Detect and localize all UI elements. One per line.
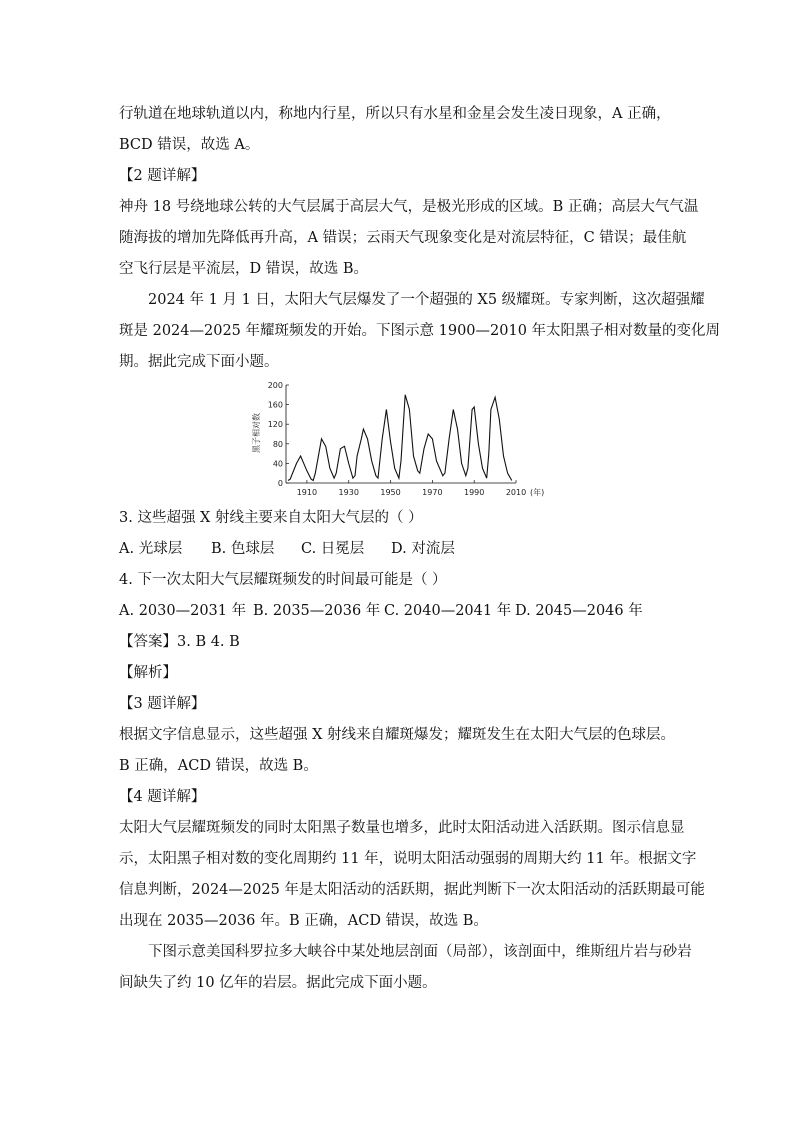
paragraph-line: 下图示意美国科罗拉多大峡谷中某处地层剖面（局部），该剖面中，维斯纽片岩与砂岩 [148, 944, 692, 960]
answer-line: 【答案】3. B 4. B [119, 634, 240, 650]
paragraph-line: 信息判断，2024—2025 年是太阳活动的活跃期，据此判断下一次太阳活动的活跃期最可能 [119, 882, 705, 898]
paragraph-line: 斑是 2024—2025 年耀斑频发的开始。下图示意 1900—2010 年太阳黑子相对数量的变化周 [119, 323, 721, 339]
question-4-stem: 4. 下一次太阳大气层耀斑频发的时间最可能是（ ） [119, 572, 447, 588]
q4-option-c: C. 2040—2041 年 [384, 603, 512, 619]
x-tick-label: 1990 [464, 488, 485, 497]
paragraph-line: 期。据此完成下面小题。 [119, 354, 279, 370]
paragraph-line: 间缺失了约 10 亿年的岩层。据此完成下面小题。 [119, 975, 437, 991]
y-tick-label: 200 [267, 381, 283, 390]
detail-4-heading: 【4 题详解】 [119, 789, 206, 805]
paragraph-line: 随海拔的增加先降低再升高，A 错误；云雨天气现象变化是对流层特征，C 错误；最佳航 [119, 230, 687, 246]
question-3-stem: 3. 这些超强 X 射线主要来自太阳大气层的（ ） [119, 510, 423, 526]
y-tick-label: 120 [267, 420, 283, 430]
y-tick-label: 80 [272, 439, 283, 449]
q4-option-d: D. 2045—2046 年 [515, 603, 643, 619]
detail-3-heading: 【3 题详解】 [119, 696, 206, 712]
paragraph-line: 出现在 2035—2036 年。B 正确，ACD 错误，故选 B。 [119, 913, 488, 929]
paragraph-line: 神舟 18 号绕地球公转的大气层属于高层大气，是极光形成的区域。B 正确；高层大气气温 [119, 199, 699, 215]
sunspot-series-line [288, 395, 512, 481]
x-tick-label: 1950 [380, 488, 401, 497]
chart-axes [286, 385, 516, 483]
y-tick-label: 160 [267, 400, 283, 410]
y-axis-label: 黑子相对数 [252, 413, 261, 453]
paragraph-line: B 正确，ACD 错误，故选 B。 [119, 758, 318, 774]
chart-ticks [268, 381, 526, 497]
q4-option-b: B. 2035—2036 年 [253, 603, 381, 619]
y-tick-label: 40 [272, 459, 283, 469]
analysis-heading: 【解析】 [119, 665, 177, 681]
x-tick-label: 2010 [505, 488, 527, 497]
paragraph-line: 根据文字信息显示，这些超强 X 射线来自耀斑爆发；耀斑发生在太阳大气层的色球层。 [119, 727, 676, 743]
q3-option-b: B. 色球层 [211, 541, 275, 557]
q3-option-d: D. 对流层 [391, 541, 455, 557]
x-tick-label: 1970 [422, 488, 443, 497]
question-3-options [119, 539, 455, 559]
q3-option-c: C. 日冕层 [301, 541, 365, 557]
paragraph-line: 2024 年 1 月 1 日，太阳大气层爆发了一个超强的 X5 级耀斑。专家判断，这次超强耀 [148, 292, 705, 308]
section-heading: 【2 题详解】 [119, 168, 206, 184]
q3-option-a: A. 光球层 [119, 541, 183, 557]
y-tick-label: 0 [277, 479, 283, 488]
paragraph-line: 空飞行层是平流层，D 错误，故选 B。 [119, 261, 368, 277]
q4-option-a: A. 2030—2031 年 [119, 603, 247, 619]
x-tick-label: 1910 [296, 488, 318, 497]
paragraph-line: 太阳大气层耀斑频发的同时太阳黑子数量也增多，此时太阳活动进入活跃期。图示信息显 [119, 820, 685, 836]
x-axis-unit: (年) [530, 488, 545, 497]
sunspot-chart [250, 378, 550, 502]
paragraph-line: 行轨道在地球轨道以内，称地内行星，所以只有水星和金星会发生凌日现象，A 正确， [119, 106, 671, 122]
x-tick-label: 1930 [338, 488, 359, 497]
paragraph-line: 示，太阳黑子相对数的变化周期约 11 年，说明太阳活动强弱的周期大约 11 年。根据文字 [119, 851, 697, 867]
question-4-options [119, 601, 643, 621]
paragraph-line: BCD 错误，故选 A。 [119, 137, 260, 153]
